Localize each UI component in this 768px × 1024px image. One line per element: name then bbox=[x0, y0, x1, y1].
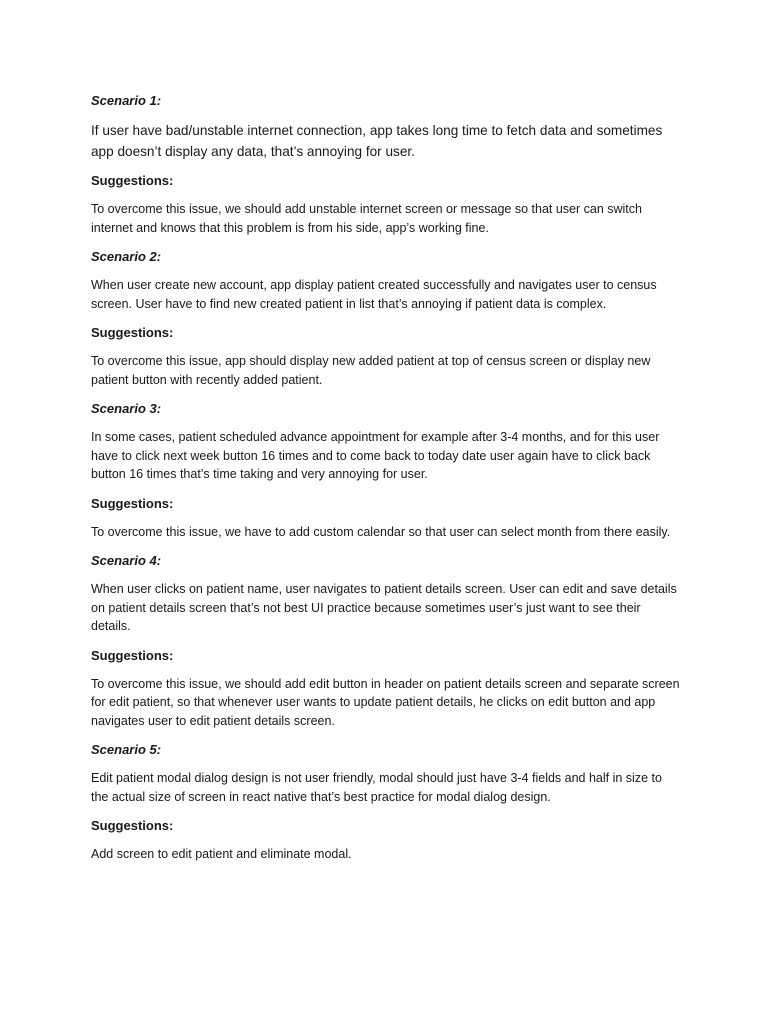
scenario-title: Scenario 3: bbox=[91, 401, 162, 416]
scenario-title: Scenario 5: bbox=[91, 742, 162, 757]
suggestion-text: Add screen to edit patient and eliminate modal. bbox=[91, 847, 352, 861]
document-page bbox=[91, 92, 681, 875]
scenario-text: In some cases, patient scheduled advance appointment for example after 3-4 months, and for this user have to click next week button 16 times and to come back to today date user again have to click back button 16 times that’s time taking and very annoying for user. bbox=[91, 430, 660, 481]
scenario-text: Edit patient modal dialog design is not user friendly, modal should just have 3-4 fields and half in size to the actual size of screen in react native that’s best practice for modal dialog design. bbox=[91, 771, 662, 804]
scenario-title: Scenario 1: bbox=[91, 93, 162, 108]
scenario-4 bbox=[91, 552, 681, 730]
suggestions-label: Suggestions: bbox=[91, 173, 174, 188]
scenario-3 bbox=[91, 400, 681, 541]
suggestion-text: To overcome this issue, we should add unstable internet screen or message so that user can switch internet and knows that this problem is from his side, app’s working fine. bbox=[91, 202, 642, 235]
suggestions-label: Suggestions: bbox=[91, 647, 174, 663]
suggestion-text: To overcome this issue, we have to add custom calendar so that user can select month from there easily. bbox=[91, 524, 671, 539]
scenario-text: When user create new account, app display patient created successfully and navigates user to census screen. User have to find new created patient in list that’s annoying if patient data is complex. bbox=[91, 278, 657, 311]
suggestions-label: Suggestions: bbox=[91, 325, 174, 340]
suggestion-text: To overcome this issue, we should add edit button in header on patient details screen and separate screen for edit patient, so that whenever user wants to update patient details, he clicks on edit button and app navigates user to edit patient details screen. bbox=[91, 676, 680, 728]
scenario-1 bbox=[91, 92, 681, 237]
suggestions-label: Suggestions: bbox=[91, 495, 174, 511]
scenario-title: Scenario 4: bbox=[91, 553, 162, 568]
scenario-text: If user have bad/unstable internet connection, app takes long time to fetch data and sometimes app doesn’t display any data, that’s annoying for user. bbox=[91, 123, 663, 159]
suggestions-label: Suggestions: bbox=[91, 818, 174, 833]
scenario-5 bbox=[91, 741, 681, 864]
scenario-text: When user clicks on patient name, user navigates to patient details screen. User can edit and save details on patient details screen that’s not best UI practice because sometimes user’s just want to see their details. bbox=[91, 582, 677, 633]
suggestion-text: To overcome this issue, app should display new added patient at top of census screen or display new patient button with recently added patient. bbox=[91, 354, 651, 387]
scenario-title: Scenario 2: bbox=[91, 249, 162, 264]
scenario-2 bbox=[91, 248, 681, 389]
